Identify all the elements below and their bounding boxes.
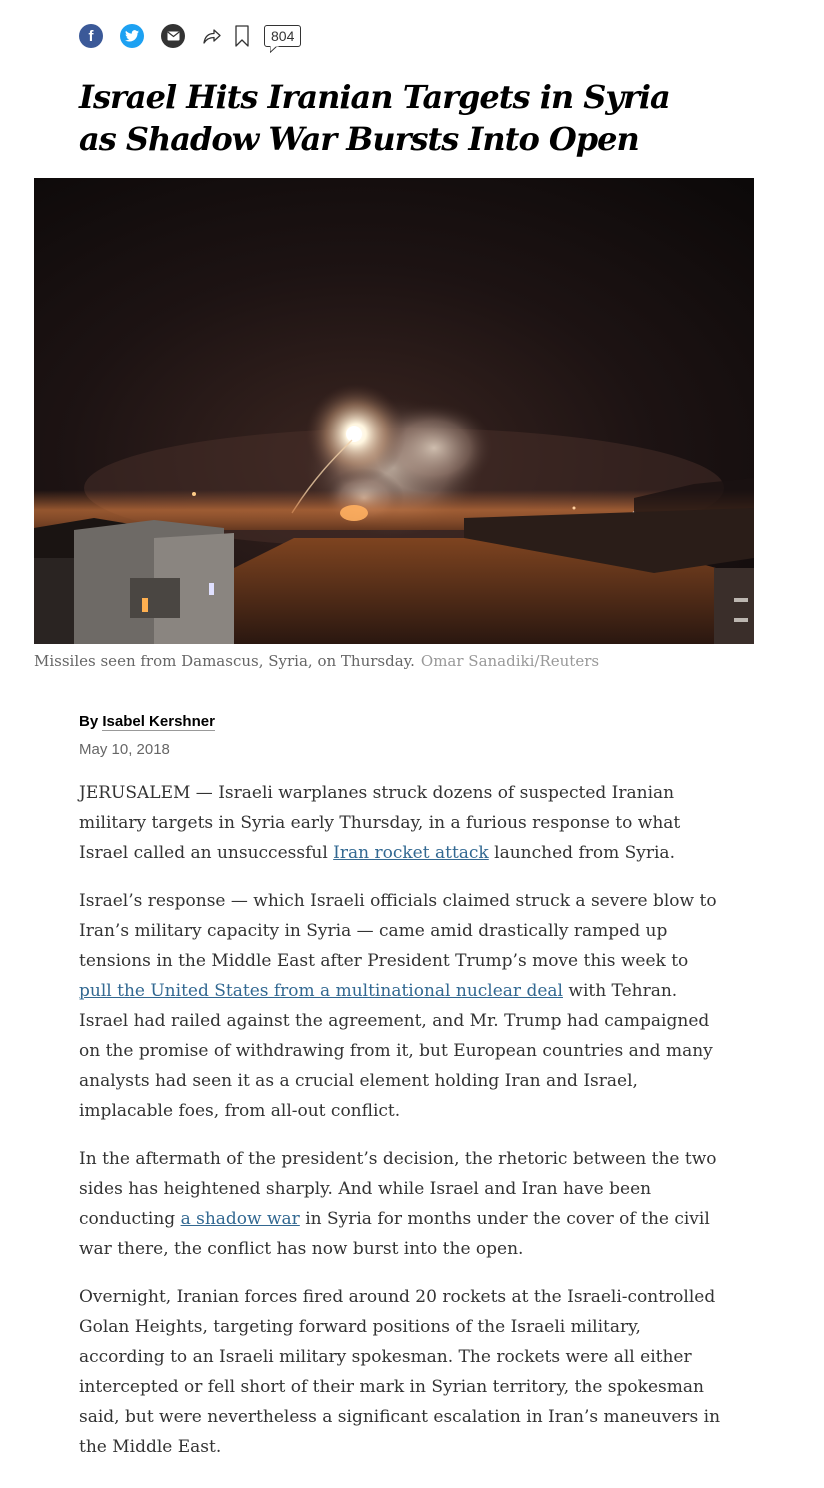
link-shadow-war[interactable]: a shadow war xyxy=(180,1209,300,1229)
speech-bubble-tail-icon xyxy=(270,46,280,53)
email-share-button[interactable] xyxy=(161,24,185,48)
publish-date: May 10, 2018 xyxy=(79,741,170,758)
envelope-icon xyxy=(167,31,180,41)
more-share-button[interactable] xyxy=(202,27,222,45)
share-toolbar xyxy=(79,22,301,50)
byline-prefix: By xyxy=(79,713,99,730)
facebook-share-button[interactable] xyxy=(79,24,103,48)
twitter-share-button[interactable] xyxy=(120,24,144,48)
paragraph-4: Overnight, Iranian forces fired around 20 rockets at the Israeli-controlled Golan Heights, targeting forward positions of the Israeli military, according to an Israeli military spokesman. The rockets were all either intercepted or fell short of their mark in Syrian territory, the spokesman said, but were nevertheless a significant escalation in Iran’s maneuvers in the Middle East. xyxy=(79,1287,721,1457)
byline xyxy=(79,711,215,733)
link-nuclear-deal[interactable]: pull the United States from a multinational nuclear deal xyxy=(79,981,563,1001)
paragraph-3: In the aftermath of the president’s decision, the rhetoric between the two sides has heightened sharply. And while Israel and Iran have been conducting a shadow war in Syria for months under the cover of the civil war there, the conflict has now burst into the open. xyxy=(79,1149,717,1259)
headline xyxy=(79,76,779,160)
comment-count: 804 xyxy=(264,25,301,47)
paragraph-1: JERUSALEM — Israeli warplanes struck dozens of suspected Iranian military targets in Syria early Thursday, in a furious response to what Israel called an unsuccessful Iran rocket attack launched from Syria. xyxy=(79,783,681,863)
photo-caption xyxy=(34,650,599,672)
article-body xyxy=(79,778,724,1480)
night-sky-missile-photo xyxy=(34,178,754,644)
twitter-bird-icon xyxy=(125,30,139,42)
lead-photo xyxy=(34,178,754,644)
share-arrow-icon xyxy=(202,27,222,45)
link-iran-rocket-attack[interactable]: Iran rocket attack xyxy=(333,843,489,863)
caption-text: Missiles seen from Damascus, Syria, on Thursday. xyxy=(34,652,415,670)
bookmark-icon xyxy=(234,24,250,48)
photo-credit: Omar Sanadiki/Reuters xyxy=(420,652,600,670)
paragraph-2: Israel’s response — which Israeli officials claimed struck a severe blow to Iran’s military capacity in Syria — came amid drastically ramped up tensions in the Middle East after President Trump’s move this week to pull the United States from a multinational nuclear deal with Tehran. Israel had railed against the agreement, and Mr. Trump had campaigned on the promise of withdrawing from it, but European countries and many analysts had seen it as a crucial element holding Iran and Israel, implacable foes, from all-out conflict. xyxy=(79,891,717,1121)
comments-button[interactable] xyxy=(264,25,301,47)
save-bookmark-button[interactable] xyxy=(234,24,250,48)
author-link[interactable]: Isabel Kershner xyxy=(102,713,215,730)
facebook-icon: f xyxy=(88,27,94,45)
headline-line-1: Israel Hits Iranian Targets in Syria xyxy=(79,78,670,116)
headline-line-2: as Shadow War Bursts Into Open xyxy=(79,120,639,158)
